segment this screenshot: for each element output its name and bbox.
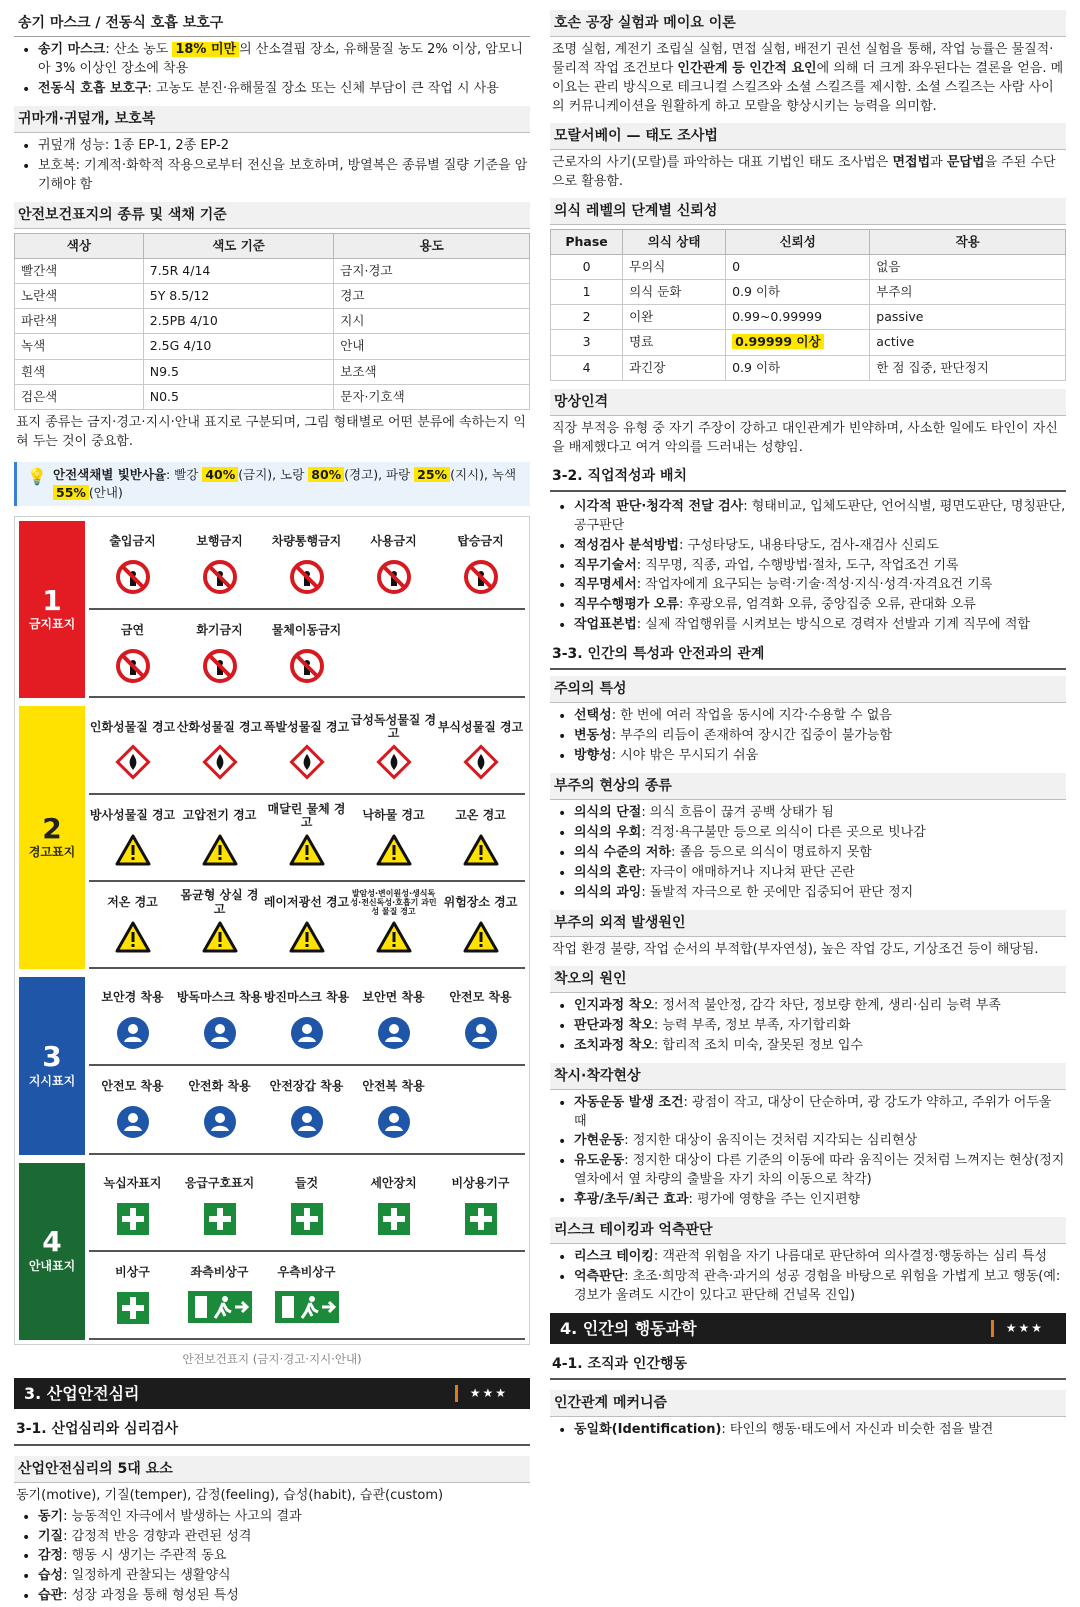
table-row xyxy=(551,255,1066,280)
highlight: 18% 미만 xyxy=(172,42,239,57)
list-item: • 자동운동 발생 조건: 광점이 작고, 대상이 단순하며, 광 강도가 약하고, 주위가 어두울 때 xyxy=(554,1094,1066,1132)
table-cell: 4 xyxy=(551,355,623,380)
sign-icon xyxy=(202,646,238,697)
sign-label: 부식성물질 경고 xyxy=(437,719,524,734)
table-row xyxy=(15,309,530,334)
sign-icon xyxy=(115,1102,151,1153)
paragraph: 근로자의 사기(모랄)를 파악하는 대표 기법인 태도 조사법은 면접법과 문답법을 주된 수단으로 활용함. xyxy=(552,154,1056,189)
sign-icon xyxy=(115,646,151,697)
sign-group xyxy=(19,521,525,699)
safety-sign xyxy=(350,882,437,967)
sign-label: 비상용기구 xyxy=(451,1175,510,1190)
table-row xyxy=(15,259,530,284)
section-title: 주의의 특성 xyxy=(550,676,1066,703)
sign-icon xyxy=(289,742,325,793)
attention-list xyxy=(550,707,1066,767)
list-item: • 선택성: 한 번에 여러 작업을 동시에 지각·수용할 수 없음 xyxy=(554,707,1066,726)
table-cell: 2.5G 4/10 xyxy=(143,334,334,359)
subsection-title: 3-3. 인간의 특성과 안전과의 관계 xyxy=(550,642,1066,670)
sign-icon xyxy=(376,1102,412,1153)
safety-sign xyxy=(176,1252,263,1339)
sign-group-label xyxy=(19,521,85,699)
sign-label: 방사성물질 경고 xyxy=(89,808,176,823)
list-item: • 습성: 일정하게 관찰되는 생활양식 xyxy=(18,1567,530,1586)
sign-label: 레이저광선 경고 xyxy=(263,895,350,910)
sign-label: 매달린 물체 경고 xyxy=(267,801,346,830)
sign-icon xyxy=(376,557,412,608)
sign-icon xyxy=(376,1013,412,1064)
list-item: • 리스크 테이킹: 객관적 위험을 자기 나름대로 판단하여 의사결정·행동하는 심리 특성 xyxy=(554,1248,1066,1267)
table-cell: 0.9 이하 xyxy=(726,280,870,305)
safety-sign xyxy=(176,610,263,697)
sign-row xyxy=(89,795,525,882)
table-cell: 안내 xyxy=(334,334,530,359)
table-header: 작용 xyxy=(870,229,1066,254)
figure-caption: 안전보건표지 (금지·경고·지시·안내) xyxy=(182,1352,362,1367)
table-cell: 무의식 xyxy=(623,255,726,280)
sign-icon xyxy=(115,742,151,793)
table-row xyxy=(551,330,1066,355)
safety-sign xyxy=(176,1066,263,1153)
sign-icon xyxy=(274,1288,340,1337)
sign-icon xyxy=(115,831,151,880)
inattention-list xyxy=(550,804,1066,903)
sign-label: 보행금지 xyxy=(196,533,243,548)
subsection-title: 3-2. 직업적성과 배치 xyxy=(550,464,1066,492)
table-header: 용도 xyxy=(334,233,530,258)
sign-label: 보안면 착용 xyxy=(362,990,425,1005)
sign-icon xyxy=(202,1013,238,1064)
table-cell: 금지·경고 xyxy=(334,259,530,284)
table-cell: 없음 xyxy=(870,255,1066,280)
list-item: • 판단과정 착오: 능력 부족, 정보 부족, 자기합리화 xyxy=(554,1017,1066,1036)
sign-label: 방독마스크 착용 xyxy=(176,990,263,1005)
safety-sign xyxy=(263,1252,350,1339)
sign-group-label xyxy=(19,1163,85,1341)
list-item: • 억측판단: 초조·희망적 관측·과거의 성공 경험을 바탕으로 위험을 가볍게 보고 행동(예: 경보가 울려도 시간이 있다고 판단해 건널목 진입) xyxy=(554,1268,1066,1306)
section-title: 착시·착각현상 xyxy=(550,1063,1066,1090)
table-row xyxy=(15,359,530,384)
table-cell: 빨간색 xyxy=(15,259,144,284)
chapter-header: 4. 인간의 행동과학 ★★★ xyxy=(550,1313,1066,1344)
sign-label: 안전장갑 착용 xyxy=(269,1078,344,1093)
sign-icon xyxy=(289,918,325,967)
sign-icon xyxy=(289,831,325,880)
safety-sign xyxy=(350,1163,437,1250)
tip-box: 💡 안전색채별 빛반사율: 빨강 40% (금지), 노랑 80% (경고), 파랑 25% (지시), 녹색 55% (안내) xyxy=(14,462,530,506)
section-title: 모랄서베이 — 태도 조사법 xyxy=(550,123,1066,150)
table-header: 신뢰성 xyxy=(726,229,870,254)
table-cell: 2.5PB 4/10 xyxy=(143,309,334,334)
safety-sign xyxy=(350,521,437,608)
illusion-list xyxy=(550,1094,1066,1211)
phase-table xyxy=(550,229,1066,381)
right-column xyxy=(550,10,1066,1519)
safety-sign xyxy=(350,1066,437,1153)
safety-sign xyxy=(89,610,176,697)
safety-sign xyxy=(263,1066,350,1153)
error-list xyxy=(550,997,1066,1057)
sign-row xyxy=(89,1163,525,1252)
safety-sign xyxy=(437,521,524,608)
sign-label: 발암성·변이원성·생식독성·전신독성·호흡기 과민성 물질 경고 xyxy=(350,888,437,916)
safety-sign xyxy=(263,977,350,1064)
group-name: 지시표지 xyxy=(28,1073,76,1088)
table-cell: 5Y 8.5/12 xyxy=(143,284,334,309)
sign-label: 방진마스크 착용 xyxy=(263,990,350,1005)
table-cell: passive xyxy=(870,305,1066,330)
sign-icon xyxy=(202,831,238,880)
aptitude-list xyxy=(550,498,1066,636)
section-title: 호손 공장 실험과 메이요 이론 xyxy=(550,10,1066,37)
table-row xyxy=(15,384,530,409)
sign-icon xyxy=(115,1288,151,1339)
safety-sign xyxy=(89,1163,176,1250)
list-item: • 변동성: 부주의 리듬이 존재하여 장시간 집중이 불가능함 xyxy=(554,727,1066,746)
sign-icon xyxy=(115,1199,151,1250)
five-list xyxy=(14,1508,530,1607)
safety-sign xyxy=(89,706,176,793)
section-title: 망상인격 xyxy=(550,389,1066,416)
star-rating: ★★★ xyxy=(455,1385,520,1402)
table-row xyxy=(551,280,1066,305)
sign-row xyxy=(89,610,525,699)
table-cell: 보조색 xyxy=(334,359,530,384)
sign-label: 출입금지 xyxy=(109,533,156,548)
safety-sign xyxy=(350,977,437,1064)
safety-sign xyxy=(176,521,263,608)
sign-row xyxy=(89,706,525,795)
ear-list xyxy=(14,137,530,196)
table-cell: 의식 둔화 xyxy=(623,280,726,305)
list-item: • 동기: 능동적인 자극에서 발생하는 사고의 결과 xyxy=(18,1508,530,1527)
sign-row xyxy=(89,1066,525,1155)
safety-sign xyxy=(263,882,350,967)
safety-sign xyxy=(89,521,176,608)
table-cell: 1 xyxy=(551,280,623,305)
sign-icon xyxy=(115,918,151,967)
section-title: 부주의 현상의 종류 xyxy=(550,773,1066,800)
sign-group-label xyxy=(19,977,85,1155)
list-item: • 후광/초두/최근 효과: 평가에 영향을 주는 인지편향 xyxy=(554,1191,1066,1210)
list-item: • 감정: 행동 시 생기는 주관적 동요 xyxy=(18,1547,530,1566)
list-item: • 전동식 호흡 보호구: 고농도 분진·유해물질 장소 또는 신체 부담이 큰 작업 시 사용 xyxy=(18,80,530,99)
section-title: 의식 레벨의 단계별 신뢰성 xyxy=(550,198,1066,225)
sign-label: 고압전기 경고 xyxy=(182,808,257,823)
safety-sign xyxy=(437,795,524,880)
section-title: 착오의 원인 xyxy=(550,966,1066,993)
safety-sign xyxy=(437,706,524,793)
safety-signs-chart xyxy=(14,516,530,1346)
table-row xyxy=(551,305,1066,330)
sign-icon xyxy=(289,1102,325,1153)
sign-label: 차량통행금지 xyxy=(271,533,342,548)
sign-icon xyxy=(376,918,412,967)
sign-label: 안전복 착용 xyxy=(362,1078,425,1093)
sign-label: 물체이동금지 xyxy=(271,622,342,637)
sign-icon xyxy=(202,1199,238,1250)
table-cell: 노란색 xyxy=(15,284,144,309)
list-item: • 시각적 판단·청각적 전달 검사: 형태비교, 입체도판단, 언어식별, 평면도판단, 명칭판단, 공구판단 xyxy=(554,498,1066,536)
list-item: • 의식의 과잉: 돌발적 자극으로 한 곳에만 집중되어 판단 정지 xyxy=(554,884,1066,903)
section-title: 귀마개·귀덮개, 보호복 xyxy=(14,106,530,133)
sign-icon xyxy=(187,1288,253,1337)
paragraph: 직장 부적응 유형 중 자기 주장이 강하고 대인관계가 빈약하며, 사소한 일에도 타인이 자신을 배제했다고 여겨 악의를 드러내는 성향임. xyxy=(552,421,1058,455)
list-item: • 동일화(Identification): 타인의 행동·태도에서 자신과 비슷한 점을 발견 xyxy=(554,1421,1066,1440)
subsection-title: 3-1. 산업심리와 심리검사 xyxy=(14,1417,530,1445)
table-header: Phase xyxy=(551,229,623,254)
sign-icon xyxy=(115,1013,151,1064)
sign-label: 보안경 착용 xyxy=(101,990,164,1005)
safety-sign xyxy=(437,882,524,967)
sign-label: 좌측비상구 xyxy=(190,1264,249,1279)
group-number: 1 xyxy=(42,583,62,617)
sign-label: 산화성물질 경고 xyxy=(176,719,263,734)
section-title: 산업안전심리의 5대 요소 xyxy=(14,1456,530,1483)
table-cell: 파란색 xyxy=(15,309,144,334)
table-cell: 녹색 xyxy=(15,334,144,359)
sign-icon xyxy=(376,1199,412,1250)
section-title: 부주의 외적 발생원인 xyxy=(550,910,1066,937)
safety-sign xyxy=(350,706,437,793)
section-title: 리스크 테이킹과 억측판단 xyxy=(550,1217,1066,1244)
table-cell: 문자·기호색 xyxy=(334,384,530,409)
table-cell: N9.5 xyxy=(143,359,334,384)
sign-label: 저온 경고 xyxy=(107,895,158,910)
sign-label: 몸균형 상실 경고 xyxy=(180,888,259,917)
sign-icon xyxy=(463,1199,499,1250)
table-cell: 이완 xyxy=(623,305,726,330)
table-cell: 명료 xyxy=(623,330,726,355)
safety-sign xyxy=(89,1252,176,1339)
table-row xyxy=(551,355,1066,380)
list-item: • 습관: 성장 과정을 통해 형성된 특성 xyxy=(18,1587,530,1606)
sign-icon xyxy=(376,831,412,880)
list-item: • 인지과정 착오: 정서적 불안정, 감각 차단, 정보량 한계, 생리·심리 능력 부족 xyxy=(554,997,1066,1016)
list-item: • 유도운동: 정지한 대상이 다른 기준의 이동에 따라 움직이는 것처럼 느껴지는 현상(정지 열차에서 옆 차량의 출발을 자기 차의 이동으로 착각) xyxy=(554,1152,1066,1190)
mechanism-list xyxy=(550,1421,1066,1441)
section-title: 안전보건표지의 종류 및 색채 기준 xyxy=(14,202,530,229)
sign-row xyxy=(89,1252,525,1341)
sign-icon xyxy=(289,1199,325,1250)
group-number: 4 xyxy=(42,1225,62,1259)
table-cell: 0 xyxy=(726,255,870,280)
subsection-title: 4-1. 조직과 인간행동 xyxy=(550,1352,1066,1380)
table-cell: 한 점 집중, 판단정지 xyxy=(870,355,1066,380)
sign-label: 폭발성물질 경고 xyxy=(263,719,350,734)
list-item: • 귀덮개 성능: 1종 EP-1, 2종 EP-2 xyxy=(18,137,530,156)
group-number: 3 xyxy=(42,1039,62,1073)
sign-label: 안전모 착용 xyxy=(101,1078,164,1093)
list-item: • 의식의 우회: 걱정·욕구불만 등으로 의식이 다른 곳으로 빗나감 xyxy=(554,824,1066,843)
table-cell: active xyxy=(870,330,1066,355)
safety-sign xyxy=(89,795,176,880)
safety-sign xyxy=(176,1163,263,1250)
list-item: • 직무수행평가 오류: 후광오류, 엄격화 오류, 중앙집중 오류, 관대화 오류 xyxy=(554,596,1066,615)
safety-sign xyxy=(263,521,350,608)
sign-icon xyxy=(202,1102,238,1153)
list-item: • 작업표본법: 실제 작업행위를 시켜보는 방식으로 경력자 선발과 기계 직무에 적합 xyxy=(554,616,1066,635)
list-item: • 의식 수준의 저하: 졸음 등으로 의식이 명료하지 못함 xyxy=(554,844,1066,863)
sign-icon xyxy=(463,557,499,608)
table-header: 색상 xyxy=(15,233,144,258)
list-item: • 방향성: 시야 밖은 무시되기 쉬움 xyxy=(554,747,1066,766)
table-cell: 경고 xyxy=(334,284,530,309)
safety-sign xyxy=(263,1163,350,1250)
sign-label: 위험장소 경고 xyxy=(443,895,518,910)
paragraph: 조명 실험, 계전기 조립실 실험, 면접 실험, 배전기 권선 실험을 통해, 작업 능률은 물질적·물리적 작업 조건보다 인간관계 등 인간적 요인에 의해 더 크게 좌우된다는 결론을 얻음. 메이요는 관리 방식으로 테크니컬 스킬즈와 소셜 스킬즈를 제시함. 소셜 스킬즈는 사람 사이의 커뮤니케이션을 원활하게 하고 모랄을 향상시키는 능력을 의미함. xyxy=(552,42,1064,114)
sign-label: 인화성물질 경고 xyxy=(89,719,176,734)
safety-sign xyxy=(89,1066,176,1153)
safety-sign xyxy=(263,795,350,880)
sign-label: 낙하물 경고 xyxy=(362,808,425,823)
sign-label: 응급구호표지 xyxy=(184,1175,255,1190)
table-cell: 과긴장 xyxy=(623,355,726,380)
sign-label: 안전화 착용 xyxy=(188,1078,251,1093)
safety-sign xyxy=(437,1163,524,1250)
note-text: 표지 종류는 금지·경고·지시·안내 표지로 구분되며, 그림 형태별로 어떤 분류에 속하는지 익혀 두는 것이 중요함. xyxy=(16,414,526,449)
sign-label: 비상구 xyxy=(115,1264,150,1279)
table-cell: N0.5 xyxy=(143,384,334,409)
sign-label: 금연 xyxy=(120,622,145,637)
section-title: 송기 마스크 / 전동식 호흡 보호구 xyxy=(14,10,530,37)
sign-label: 고온 경고 xyxy=(455,808,506,823)
sign-icon xyxy=(202,918,238,967)
sign-icon xyxy=(463,1013,499,1064)
risk-list xyxy=(550,1248,1066,1307)
sign-label: 들것 xyxy=(294,1175,319,1190)
table-cell: 0.99~0.99999 xyxy=(726,305,870,330)
list-item: • 조치과정 착오: 합리적 조치 미숙, 잘못된 정보 입수 xyxy=(554,1037,1066,1056)
chapter-header: 3. 산업안전심리 ★★★ xyxy=(14,1378,530,1409)
table-header: 의식 상태 xyxy=(623,229,726,254)
sign-icon xyxy=(289,557,325,608)
sign-label: 안전모 착용 xyxy=(449,990,512,1005)
sign-row xyxy=(89,521,525,610)
list-item: • 적성검사 분석방법: 구성타당도, 내용타당도, 검사-재검사 신뢰도 xyxy=(554,537,1066,556)
sign-row xyxy=(89,882,525,969)
table-cell: 0.99999 이상 xyxy=(726,330,870,355)
table-row xyxy=(15,334,530,359)
safety-sign xyxy=(89,882,176,967)
sign-icon xyxy=(202,557,238,608)
table-cell: 검은색 xyxy=(15,384,144,409)
sign-label: 세안장치 xyxy=(370,1175,417,1190)
sign-group xyxy=(19,1163,525,1341)
sign-icon xyxy=(376,742,412,793)
sign-icon xyxy=(115,557,151,608)
sign-group xyxy=(19,977,525,1155)
section-title: 인간관계 메커니즘 xyxy=(550,1390,1066,1417)
list-item: • 의식의 단절: 의식 흐름이 끊겨 공백 상태가 됨 xyxy=(554,804,1066,823)
safety-sign xyxy=(437,977,524,1064)
color-table xyxy=(14,233,530,410)
list-item: • 송기 마스크: 산소 농도 18% 미만 의 산소결핍 장소, 유해물질 농도 2% 이상, 암모니아 3% 이상인 장소에 착용 xyxy=(18,41,530,79)
safety-sign xyxy=(350,795,437,880)
sign-group-label xyxy=(19,706,85,969)
list-item: • 기질: 감정적 반응 경향과 관련된 성격 xyxy=(18,1528,530,1547)
group-name: 금지표지 xyxy=(28,617,76,632)
lightbulb-icon: 💡 xyxy=(27,466,47,486)
table-cell: 0.9 이하 xyxy=(726,355,870,380)
mask-list xyxy=(14,41,530,100)
table-cell: 지시 xyxy=(334,309,530,334)
sign-icon xyxy=(289,646,325,697)
sign-label: 사용금지 xyxy=(370,533,417,548)
paragraph: 작업 환경 불량, 작업 순서의 부적합(부자연성), 높은 작업 강도, 기상조건 등이 해당됨. xyxy=(552,941,1039,957)
group-name: 경고표지 xyxy=(28,845,76,860)
table-cell: 0 xyxy=(551,255,623,280)
sign-group xyxy=(19,706,525,969)
list-item: • 가현운동: 정지한 대상이 움직이는 것처럼 지각되는 심리현상 xyxy=(554,1132,1066,1151)
intro-text: 동기(motive), 기질(temper), 감정(feeling), 습성(habit), 습관(custom) xyxy=(16,1487,444,1503)
star-rating: ★★★ xyxy=(991,1320,1056,1337)
sign-row xyxy=(89,977,525,1066)
sign-label: 우측비상구 xyxy=(277,1264,336,1279)
sign-label: 화기금지 xyxy=(196,622,243,637)
group-name: 안내표지 xyxy=(28,1259,76,1274)
table-cell: 7.5R 4/14 xyxy=(143,259,334,284)
safety-sign xyxy=(263,610,350,697)
list-item: • 직무기술서: 직무명, 직종, 과업, 수행방법·절차, 도구, 작업조건 기록 xyxy=(554,557,1066,576)
sign-icon xyxy=(289,1013,325,1064)
list-item: • 의식의 혼란: 자극이 애매하거나 지나쳐 판단 곤란 xyxy=(554,864,1066,883)
table-cell: 3 xyxy=(551,330,623,355)
safety-sign xyxy=(176,795,263,880)
sign-label: 탑승금지 xyxy=(457,533,504,548)
safety-sign xyxy=(176,977,263,1064)
sign-icon xyxy=(202,742,238,793)
sign-label: 녹십자표지 xyxy=(103,1175,162,1190)
left-column xyxy=(14,10,530,1604)
group-number: 2 xyxy=(42,811,62,845)
table-cell: 2 xyxy=(551,305,623,330)
sign-icon xyxy=(463,831,499,880)
sign-icon xyxy=(463,742,499,793)
safety-sign xyxy=(89,977,176,1064)
safety-sign xyxy=(176,882,263,967)
safety-sign xyxy=(176,706,263,793)
list-item: • 보호복: 기계적·화학적 작용으로부터 전신을 보호하며, 방열복은 종류별 질량 기준을 암기해야 함 xyxy=(18,157,530,195)
list-item: • 직무명세서: 작업자에게 요구되는 능력·기술·적성·지식·성격·자격요건 기록 xyxy=(554,576,1066,595)
sign-label: 급성독성물질 경고 xyxy=(350,712,437,741)
safety-sign xyxy=(263,706,350,793)
table-cell: 부주의 xyxy=(870,280,1066,305)
sign-icon xyxy=(463,918,499,967)
table-cell: 흰색 xyxy=(15,359,144,384)
table-header: 색도 기준 xyxy=(143,233,334,258)
table-row xyxy=(15,284,530,309)
